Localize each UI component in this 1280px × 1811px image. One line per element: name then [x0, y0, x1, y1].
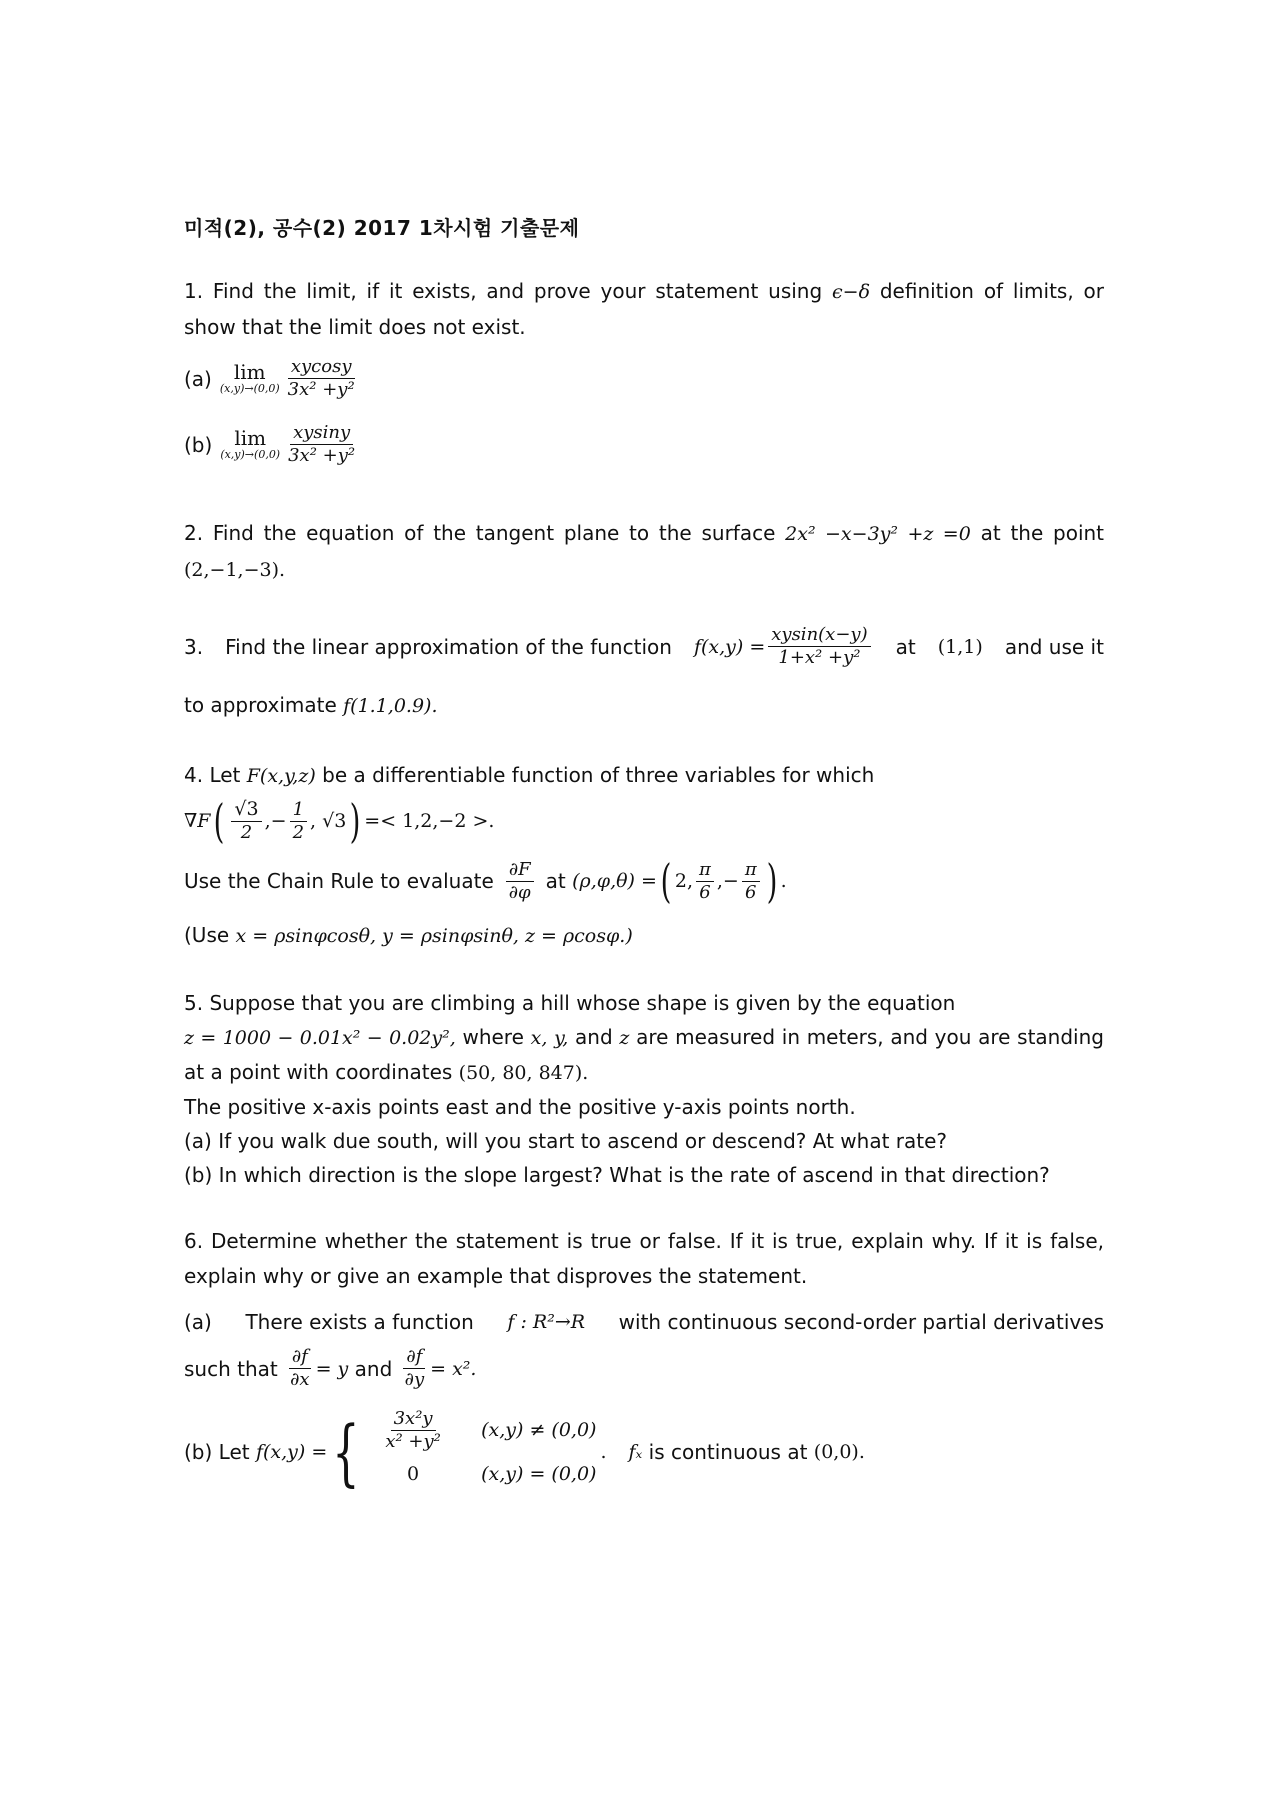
question-6a-condition [184, 1346, 476, 1391]
fraction [231, 798, 261, 844]
question-number: 6. [184, 1229, 204, 1253]
question-text: Find the equation of the tangent plane to the surface [212, 521, 776, 545]
question-text: are measured in meters, and you are standing [636, 1025, 1104, 1049]
question-text: Determine whether the statement is true or false. If it is true, explain why. If it is false, explain why or give an example that disproves the statement. [184, 1229, 1105, 1288]
var-y: y, [554, 1027, 569, 1049]
question-5b: (b) In which direction is the slope largest? What is the rate of ascend in that direction? [184, 1163, 1050, 1187]
function-definition [694, 624, 874, 669]
question-1b [184, 422, 361, 467]
standing-point: (50, 80, 847). [458, 1062, 589, 1084]
fraction-pi-6 [696, 859, 714, 904]
fraction [290, 799, 307, 844]
epsilon-delta: ϵ−δ [832, 281, 871, 303]
question-number: 5. [184, 991, 204, 1015]
denominator: 2 [292, 821, 305, 843]
numerator: π [696, 859, 714, 882]
paren-close: ) [766, 854, 778, 908]
spherical-coords: (ρ,φ,θ) = [572, 870, 657, 892]
question-text: (Use [184, 923, 230, 947]
question-3 [184, 624, 1104, 669]
question-text: at a point with coordinates [184, 1060, 453, 1084]
question-6a [184, 1310, 1104, 1334]
question-text: with continuous second-order partial derivatives [618, 1310, 1104, 1334]
question-text: definition of limits, or show that the limit does not exist. [184, 279, 1104, 339]
question-line [184, 986, 1104, 1020]
question-text: at [545, 869, 566, 893]
numerator: ∂F [506, 859, 534, 882]
part-label: (a) [184, 366, 212, 391]
numerator: ∂f [403, 1346, 425, 1369]
chain-rule-line [184, 854, 787, 908]
fraction [768, 624, 870, 669]
brace: { [332, 1410, 360, 1494]
question-number: 1. [184, 279, 204, 303]
partial-fy [402, 1346, 427, 1391]
function-map: f : R²→R [507, 1311, 586, 1333]
lim-word: lim [233, 359, 266, 384]
case-condition: (x,y) ≠ (0,0) [481, 1419, 597, 1441]
question-1 [184, 274, 1104, 345]
question-text: such that [184, 1356, 278, 1381]
approximation-target: f(1.1,0.9). [343, 695, 438, 717]
case-condition: (x,y) = (0,0) [481, 1463, 597, 1485]
period: . [780, 870, 787, 892]
question-5a: (a) If you walk due south, will you start to ascend or descend? At what rate? [184, 1129, 948, 1153]
paren-open: ( [214, 794, 225, 848]
question-1a [184, 356, 361, 401]
piecewise-cases [365, 1408, 596, 1496]
substitution-note [184, 918, 1104, 954]
fraction [285, 356, 358, 401]
denominator: ∂y [404, 1369, 425, 1390]
function-F: F(x,y,z) [246, 765, 316, 787]
var-z: z [619, 1027, 630, 1049]
question-4 [184, 758, 1104, 794]
question-text: Use the Chain Rule to evaluate [184, 869, 494, 893]
question-text: is continuous at [648, 1440, 808, 1464]
function-name: f(x,y) = [693, 635, 766, 658]
question-line: The positive x-axis points east and the positive y-axis points north. [184, 1095, 856, 1119]
numerator: π [742, 859, 760, 882]
part-label: (a) [184, 1310, 212, 1334]
numerator: 1 [290, 799, 307, 822]
question-line [184, 1020, 1104, 1055]
question-text: Let [218, 1440, 250, 1464]
sqrt-three: √3 [322, 810, 347, 832]
case-value [365, 1408, 461, 1453]
question-6b [184, 1408, 865, 1496]
question-text: where [462, 1025, 524, 1049]
question-2 [184, 516, 1104, 588]
question-text: Find the linear approximation of the function [225, 634, 672, 659]
question-text: to approximate [184, 693, 337, 717]
numerator: 3x²y [391, 1408, 436, 1431]
question-text: Let [209, 763, 241, 787]
denominator: x² +y² [385, 1430, 441, 1452]
gradient-equation [184, 794, 495, 848]
point: (0,0). [813, 1441, 865, 1463]
fraction [382, 1408, 444, 1453]
paren-close: ) [349, 794, 361, 848]
question-3-continued [184, 688, 1104, 724]
question-text: and [575, 1025, 613, 1049]
var-x: x, [530, 1027, 548, 1049]
numerator: ∂f [289, 1346, 311, 1369]
coord-rho: 2, [674, 870, 694, 892]
equals-y: = y [315, 1357, 349, 1380]
question-text: and [354, 1356, 393, 1381]
part-label: (b) [184, 432, 213, 457]
denominator: 6 [745, 881, 757, 903]
question-text: There exists a function [245, 1310, 474, 1334]
limit-subscript: (x,y)→(0,0) [219, 381, 280, 395]
denominator: ∂φ [508, 881, 531, 903]
denominator: 2 [240, 822, 253, 843]
partial-derivative [506, 859, 534, 904]
case-row [365, 1452, 596, 1496]
question-text: Find the limit, if it exists, and prove your statement using [212, 279, 823, 303]
spherical-substitution: x = ρsinφcosθ, y = ρsinφsinθ, z = ρcosφ.) [235, 925, 633, 947]
question-number: 3. [184, 634, 204, 659]
equals-x2: = x². [430, 1357, 477, 1380]
denominator: ∂x [290, 1369, 310, 1390]
fraction [285, 422, 358, 467]
gradient-symbol: ∇F [184, 810, 211, 832]
denominator: 1+x² +y² [778, 647, 861, 668]
part-label: (b) [184, 1440, 213, 1464]
question-line [184, 1055, 1104, 1090]
question-5 [184, 986, 1104, 1192]
numerator: √3 [231, 798, 261, 822]
question-number: 2. [184, 521, 204, 545]
page-title: 미적(2), 공수(2) 2017 1차시험 기출문제 [184, 216, 580, 240]
comma: ,− [716, 870, 739, 892]
numerator: xysin(x−y) [768, 624, 870, 647]
hill-equation: z = 1000 − 0.01x² − 0.02y², [184, 1027, 456, 1049]
gradient-value: =< 1,2,−2 >. [364, 810, 495, 832]
question-text: and use it [1004, 634, 1104, 659]
point: (1,1) [937, 635, 983, 658]
period: . [600, 1441, 607, 1463]
question-number: 4. [184, 763, 204, 787]
case-row [365, 1408, 596, 1452]
point: (2,−1,−3). [184, 559, 286, 581]
denominator: 6 [699, 881, 711, 903]
partial-fx [287, 1346, 312, 1391]
limit-expression [220, 425, 281, 462]
numerator: xycosy [288, 356, 355, 379]
question-6 [184, 1224, 1104, 1294]
limit-expression [219, 359, 280, 396]
comma: ,− [264, 810, 287, 832]
question-text: be a differentiable function of three variables for which [322, 763, 875, 787]
numerator: xysiny [290, 422, 353, 445]
case-value: 0 [407, 1463, 420, 1485]
question-text: at [895, 634, 916, 659]
question-text: Suppose that you are climbing a hill whose shape is given by the equation [209, 991, 956, 1015]
piecewise-function-name: f(x,y) = [255, 1441, 328, 1463]
paren-open: ( [660, 854, 672, 908]
lim-word: lim [234, 425, 267, 450]
fraction-pi-6 [742, 859, 760, 904]
comma: , [310, 810, 323, 832]
surface-equation: 2x² −x−3y² +z =0 [785, 523, 971, 545]
denominator: 3x² +y² [287, 379, 355, 400]
question-text: at the point [980, 521, 1105, 545]
partial-fx-symbol: fₓ [628, 1441, 643, 1463]
limit-subscript: (x,y)→(0,0) [220, 447, 281, 461]
denominator: 3x² +y² [288, 445, 356, 466]
